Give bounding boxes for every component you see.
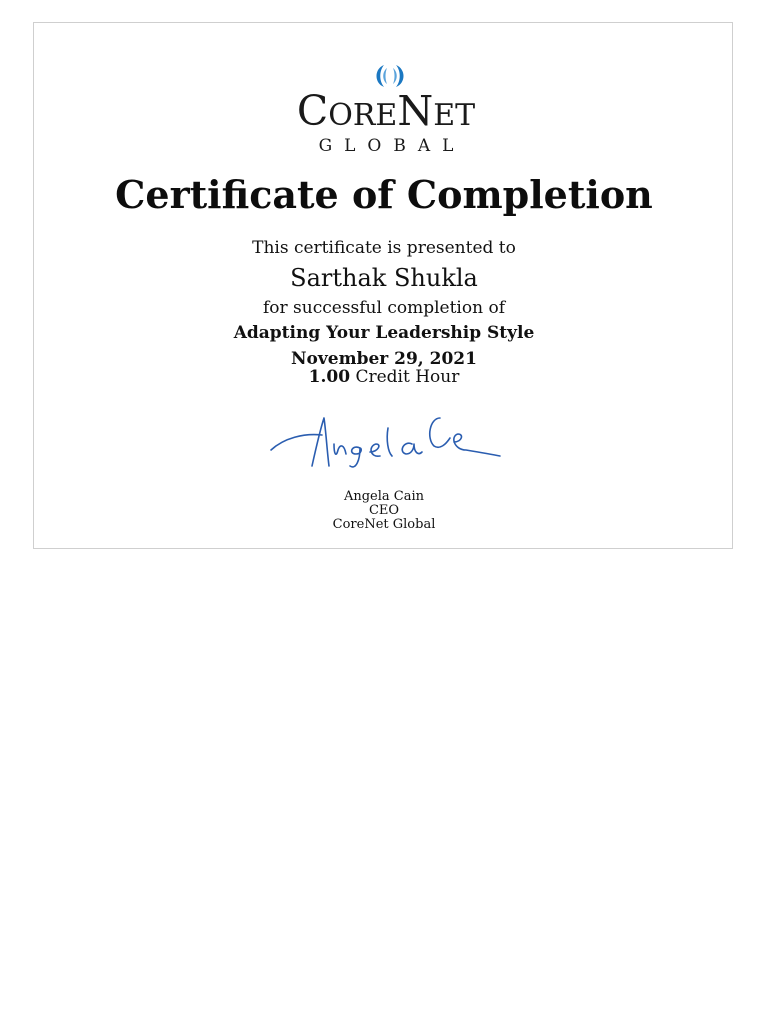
recipient-name: Sarthak Shukla <box>290 264 478 292</box>
signatory-name: Angela Cain <box>343 489 425 504</box>
completion-text: for successful completion of <box>262 298 505 318</box>
credit-value: 1.00 <box>308 367 351 387</box>
credit-label: Credit Hour <box>355 367 460 387</box>
logo-subtitle: GLOBAL <box>318 136 466 156</box>
presented-text: This certificate is presented to <box>252 238 516 258</box>
certificate-title: Certificate of Completion <box>115 172 653 217</box>
certificate <box>33 22 733 549</box>
signature-image <box>264 408 504 478</box>
course-title: Adapting Your Leadership Style <box>233 323 535 343</box>
credit-hours <box>34 366 734 388</box>
logo-mark-icon <box>372 63 408 89</box>
logo-wordmark: CORENET <box>296 87 476 135</box>
signatory-organization: CoreNet Global <box>332 517 436 532</box>
completion-date: November 29, 2021 <box>291 349 477 369</box>
signatory-role: CEO <box>368 503 400 518</box>
corenet-global-logo <box>286 61 486 159</box>
